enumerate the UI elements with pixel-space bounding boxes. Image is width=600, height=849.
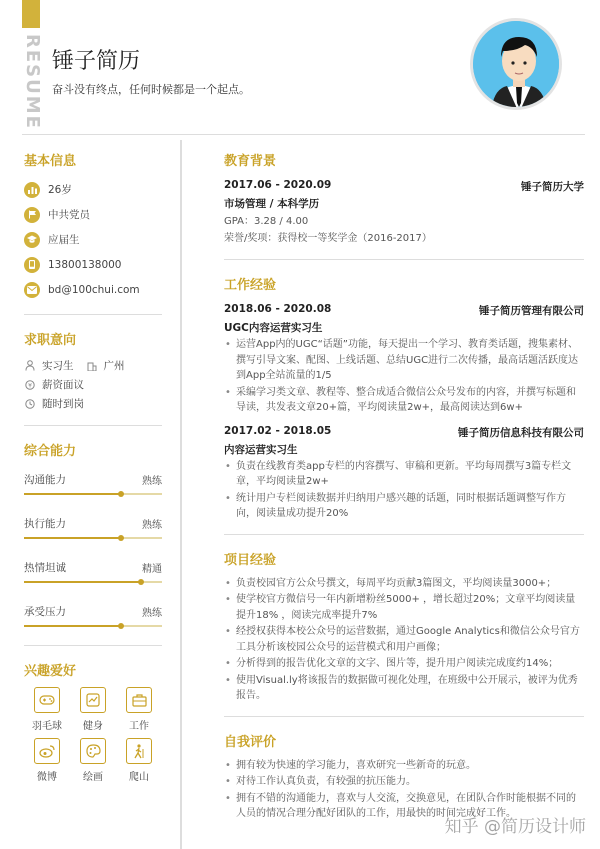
weibo-icon <box>34 738 60 764</box>
hobby-label: 绘画 <box>83 772 103 783</box>
party-row <box>24 202 162 227</box>
age-row <box>24 177 162 202</box>
hobby-item <box>70 738 116 783</box>
hobbies-title: 兴趣爱好 <box>24 664 77 679</box>
palette-icon <box>80 738 106 764</box>
hobby-label: 羽毛球 <box>32 721 62 732</box>
hobby-label: 工作 <box>129 721 149 732</box>
watermark: 知乎 @简历设计师 <box>444 817 586 837</box>
skill-bar-handle <box>138 579 144 585</box>
education-title: 教育背景 <box>224 154 277 169</box>
list-item: • 拥有较为快速的学习能力，喜欢研究一些新奇的玩意。 <box>224 758 584 774</box>
age-text: 26岁 <box>48 184 72 196</box>
job-bullets <box>224 459 584 522</box>
phone-row <box>24 252 162 277</box>
education-major: 市场管理 / 本科学历 <box>224 198 320 210</box>
education-period: 2017.06 - 2020.09 <box>224 179 332 191</box>
position-row <box>24 356 162 375</box>
projects-title: 项目经验 <box>224 552 277 568</box>
skills-section <box>24 440 162 646</box>
section-divider <box>224 534 584 535</box>
job-header-row <box>224 303 584 320</box>
availability-text: 随时到岗 <box>42 398 84 410</box>
job-intention-title: 求职意向 <box>24 333 77 348</box>
work-title: 工作经验 <box>224 278 277 293</box>
right-column <box>224 150 584 823</box>
gamepad-icon <box>34 687 60 713</box>
skill-bar-handle <box>118 535 124 541</box>
skill-item <box>24 555 162 583</box>
email-text[interactable]: bd@100chui.com <box>48 283 140 296</box>
skills-title: 综合能力 <box>24 444 77 459</box>
work-section <box>224 274 584 535</box>
education-gpa: GPA：3.28 / 4.00 <box>224 216 309 227</box>
self-eval-title: 自我评价 <box>224 734 277 750</box>
availability-row <box>24 394 162 413</box>
skill-bar-handle <box>118 491 124 497</box>
section-divider <box>24 645 162 646</box>
skill-level: 精通 <box>142 564 162 575</box>
section-divider <box>224 716 584 717</box>
skill-name: 沟通能力 <box>24 474 66 486</box>
hobbies-section <box>24 660 162 783</box>
building-icon <box>86 360 98 372</box>
salary-text: 薪资面议 <box>42 379 84 391</box>
job-role: 内容运营实习生 <box>224 443 298 456</box>
hobby-item <box>24 687 70 732</box>
skill-bar <box>24 493 162 495</box>
city-text: 广州 <box>103 360 125 372</box>
money-icon <box>24 379 36 391</box>
fitness-icon <box>80 687 106 713</box>
list-item: • 拥有不错的沟通能力，喜欢与人交流，交换意见，在团队合作时能根据不同的人员的情况合理分配好团队的工作，用最快的时间完成好工作。 <box>224 791 584 822</box>
svg-text:¥: ¥ <box>28 382 32 389</box>
skill-item <box>24 467 162 495</box>
column-divider <box>180 140 182 849</box>
job-header-row <box>224 425 584 442</box>
skill-name: 执行能力 <box>24 518 66 530</box>
section-divider <box>24 314 162 315</box>
skill-level: 熟练 <box>142 476 162 487</box>
avatar <box>470 18 562 110</box>
left-column <box>24 150 162 797</box>
list-item: • 运营App内的UGC“话题”功能，每天提出一个学习、教育类话题，搜集素材、撰写引导文案、配图、上线话题、总结UGC进行二次传播，最高话题活跃度达到App全站流量的1/5 <box>224 337 584 384</box>
skill-bar <box>24 625 162 627</box>
list-item: • 使学校官方微信号一年内新增粉丝5000+ ，增长超过20%；文章平均阅读量提升18% ，阅读完成率提升7% <box>224 592 584 623</box>
skill-bar <box>24 581 162 583</box>
graduation-cap-icon <box>24 232 40 248</box>
basic-info-title: 基本信息 <box>24 154 77 169</box>
education-header-row <box>224 179 584 196</box>
hobby-item <box>24 738 70 783</box>
job-bullets <box>224 337 584 416</box>
list-item: • 采编学习类文章、教程等、整合成适合微信公众号发布的内容，并撰写标题和导读，共发表文章20+篇，平均阅读量2w+，最高阅读达到6w+ <box>224 385 584 416</box>
clock-icon <box>24 398 36 410</box>
section-divider <box>24 425 162 426</box>
user-icon <box>24 360 36 372</box>
skill-level: 熟练 <box>142 520 162 531</box>
hobby-item <box>116 687 162 732</box>
skill-item <box>24 511 162 539</box>
party-text: 中共党员 <box>48 209 90 221</box>
skill-item <box>24 599 162 627</box>
phone-icon <box>24 257 40 273</box>
candidate-name: 锤子简历 <box>52 49 141 74</box>
education-honor: 荣誉/奖项：获得校一等奖学金（2016-2017） <box>224 233 432 244</box>
skill-bar-fill <box>24 581 141 583</box>
list-item: • 统计用户专栏阅读数据并归纳用户感兴趣的话题，同时根据话题调整写作方向，阅读量成功提升20% <box>224 491 584 522</box>
bar-chart-icon <box>24 182 40 198</box>
education-section <box>224 150 584 260</box>
avatar-illustration <box>473 21 562 110</box>
job-intention-section <box>24 329 162 426</box>
top-accent-bar <box>22 0 40 28</box>
hobby-label: 爬山 <box>129 772 149 783</box>
resume-vertical-label: RESUME <box>22 34 43 130</box>
list-item: • 负责在线教育类app专栏的内容撰写、审稿和更新。平均每周撰写3篇专栏文章，平均阅读量2w+ <box>224 459 584 490</box>
hobby-label: 健身 <box>83 721 103 732</box>
briefcase-icon <box>126 687 152 713</box>
hiking-icon <box>126 738 152 764</box>
header-divider <box>22 134 585 135</box>
job-role: UGC内容运营实习生 <box>224 322 323 334</box>
job-period: 2018.06 - 2020.08 <box>224 303 332 315</box>
skill-bar <box>24 537 162 539</box>
self-eval-section <box>224 731 584 822</box>
skill-level: 熟练 <box>142 608 162 619</box>
projects-section <box>224 549 584 717</box>
job-company: 锤子简历信息科技有限公司 <box>458 426 584 439</box>
skill-bar-handle <box>118 623 124 629</box>
skill-name: 热情坦诚 <box>24 562 66 574</box>
skill-name: 承受压力 <box>24 606 66 618</box>
position-text: 实习生 <box>42 360 74 372</box>
email-row <box>24 277 162 302</box>
mail-icon <box>24 282 40 298</box>
education-school: 锤子简历大学 <box>521 181 584 193</box>
skill-bar-fill <box>24 493 121 495</box>
hobby-item <box>116 738 162 783</box>
phone-text[interactable]: 13800138000 <box>48 258 122 271</box>
list-item: • 对待工作认真负责，有较强的抗压能力。 <box>224 774 584 790</box>
list-item: • 分析得到的报告优化文章的文字、图片等，提升用户阅读完成度约14%； <box>224 656 584 672</box>
skill-bar-fill <box>24 537 121 539</box>
status-row <box>24 227 162 252</box>
job-company: 锤子简历管理有限公司 <box>479 305 584 317</box>
job-period: 2017.02 - 2018.05 <box>224 424 332 437</box>
list-item: • 负责校园官方公众号撰文，每周平均贡献3篇图文，平均阅读量3000+； <box>224 576 584 592</box>
salary-row <box>24 375 162 394</box>
list-item: • 经授权获得本校公众号的运营数据，通过Google Analytics和微信公众号官方工具分析该校园公众号的运营模式和用户画像； <box>224 624 584 655</box>
project-bullets <box>224 576 584 704</box>
status-text: 应届生 <box>48 234 80 246</box>
hobby-item <box>70 687 116 732</box>
candidate-slogan: 奋斗没有终点，任何时候都是一个起点。 <box>52 83 250 96</box>
section-divider <box>224 259 584 260</box>
flag-icon <box>24 207 40 223</box>
skill-bar-fill <box>24 625 121 627</box>
basic-info-section <box>24 150 162 315</box>
list-item: • 使用Visual.ly将该报告的数据做可视化处理，在班级中公开展示，被评为优秀报告。 <box>224 673 584 704</box>
hobby-label: 微博 <box>37 772 57 783</box>
hobby-grid <box>24 687 162 783</box>
